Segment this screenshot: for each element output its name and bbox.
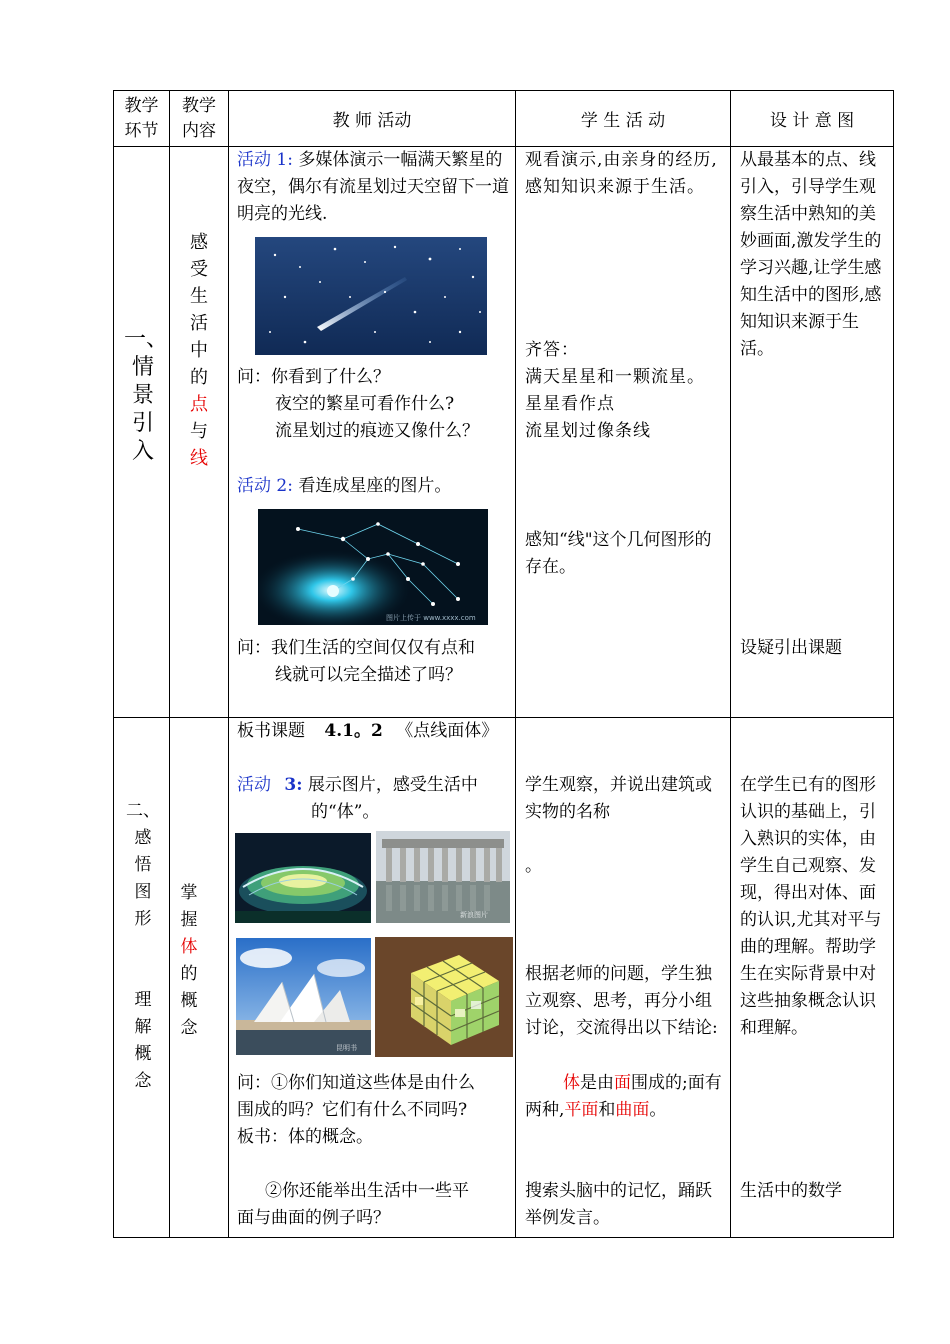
board-title-name: 《点线面体》 [396,721,499,741]
opera-house-image [236,938,371,1055]
section2-stage [126,798,160,1095]
stadium-graphic [235,833,371,923]
conclusion-text: 和 [598,1100,616,1120]
activity2-text [237,473,512,500]
section1-content-char: 的 [190,367,208,388]
section2-student-b-text: 根据老师的问题，学生独立观察、思考，再分小组讨论，交流得出以下结论: [525,964,718,1038]
activity3-number: 3: [284,775,303,795]
conclusion-text: 是由 [580,1073,614,1093]
activity3-text [237,772,512,826]
header-student-activity-text: 学 生 活 动 [580,111,666,131]
rubiks-cube-graphic [375,937,513,1057]
conclusion-text: 。 [649,1100,667,1120]
section1-content [184,229,214,472]
table-col-divider-1 [169,90,170,1238]
section1-design-a-text: 从最基本的点、线引入，引导学生观察生活中熟知的美妙画面,激发学生的学习兴趣,让学生感知生活中的图形,感知知识来源于生活。 [740,150,882,359]
header-design-intent-text: 设 计 意 图 [769,111,855,131]
section1-stage-char: 引 [131,411,154,436]
section1-content-char: 中 [190,340,208,361]
question3-line: 围成的吗？它们有什么不同吗? [237,1100,468,1120]
section1-student-b-line: 流星划过像条线 [525,421,651,441]
section2-stage-char: 概 [134,1044,152,1064]
conclusion-text: 围成的;面有两种, [525,1073,722,1120]
section2-design-b-text: 生活中的数学 [740,1181,842,1201]
section1-student-b-line: 齐答： [525,340,579,360]
header-teaching-stage [114,91,169,146]
section2-conclusion [525,1070,725,1124]
section1-content-char: 与 [190,421,208,442]
section1-content-char: 生 [190,286,208,307]
stadium-image [235,833,371,923]
table-border-bottom [113,1237,894,1238]
opera-house-graphic [236,938,371,1055]
section1-student-a-text: 观看演示,由亲身的经历,感知知识来源于生活。 [525,150,718,197]
section1-content-char: 活 [190,313,208,334]
section2-stage-char: 念 [134,1071,152,1091]
section2-content-char-solid: 体 [180,937,198,957]
conclusion-curved: 曲面 [615,1100,650,1120]
section1-student-a [525,147,727,201]
section2-content-char: 概 [180,991,198,1011]
section2-stage-char: 形 [134,909,152,929]
section2-content-char: 握 [180,910,198,930]
header-teaching-content [170,91,228,146]
section2-design-a [740,772,890,1042]
rubiks-cube-image [375,937,513,1057]
section2-student-a-text: 学生观察，并说出建筑或实物的名称 [525,775,712,822]
header-teaching-stage-text: 教学环节 [124,95,159,141]
header-teaching-content-text: 教学内容 [182,95,216,141]
section2-stage-char: 解 [134,1017,152,1037]
opera-house-caption: 昆明书 [336,1044,357,1052]
header-teacher-activity-text: 教 师 活动 [332,111,412,131]
section2-stage-char: 感 [134,828,152,848]
section1-content-char: 感 [190,232,208,253]
question4-line: ②你还能举出生活中一些平 [265,1181,469,1201]
question3-line: 板书：体的概念。 [237,1127,373,1147]
section2-content-char: 的 [180,964,198,984]
colonnade-image [376,831,510,923]
question1 [237,364,512,445]
question3-line: 问：①你们知道这些体是由什么 [237,1073,475,1093]
question1-line: 问：你看到了什么？ [237,367,390,387]
question2-line: 线就可以完全描述了吗？ [275,665,462,685]
section2-content-char: 念 [180,1018,198,1038]
constellation-graphic [258,509,488,625]
activity1-text [237,147,509,228]
section2-student-c-text: 搜索头脑中的记忆，踊跃举例发言。 [525,1181,712,1228]
table-col-divider-4 [730,90,731,1238]
question2 [237,635,512,689]
section2-student-b [525,961,725,1042]
question1-line: 流星划过的痕迹又像什么？ [275,421,479,441]
section2-stage-num: 二、 [126,801,160,821]
board-title-number: 4.1。2 [324,721,383,741]
question4-line: 面与曲面的例子吗？ [237,1208,390,1228]
section1-content-char: 受 [190,259,208,280]
section2-stage-char: 理 [134,990,152,1010]
table-border-right [893,90,894,1238]
starry-night-image [255,237,487,355]
section2-student-dot [525,853,555,880]
section2-content [174,880,204,1042]
starry-night-graphic [255,237,487,355]
conclusion-plane: 平面 [564,1100,599,1120]
constellation-caption: 图片上传于 www.xxxx.com [386,614,476,622]
section1-content-char-point: 点 [190,394,208,415]
section1-stage-num: 一、 [124,327,169,352]
activity1-label: 活动 1: [237,150,293,170]
section2-stage-char: 图 [134,882,152,902]
board-title-label: 板书课题 [237,721,305,741]
question2-line: 问：我们生活的空间仅仅有点和 [237,638,475,658]
section2-design-a-text: 在学生已有的图形认识的基础上，引入熟识的实体，由学生自己观察、发现，得出对体、面的认识,尤其对平与曲的理解。帮助学生在实际背景中对这些抽象概念认识和理解。 [740,775,882,1038]
section1-design-b-text: 设疑引出课题 [740,638,842,658]
header-student-activity [516,91,730,146]
section2-content-char: 掌 [180,883,198,903]
colonnade-graphic [376,831,510,923]
section1-student-c-text: 感知“线"这个几何图形的存在。 [525,530,712,577]
section2-student-dot-text: 。 [525,856,542,876]
section1-stage [124,326,169,466]
activity2-label: 活动 2: [237,476,293,496]
constellation-image [258,509,488,625]
section1-student-b [525,337,735,445]
section2-stage-char: 悟 [134,855,152,875]
activity3-description-cont: 的“体”。 [311,802,380,822]
section1-content-char-line: 线 [190,448,208,469]
section1-design-b [740,635,888,662]
header-design-intent [731,91,893,146]
section1-stage-char: 入 [131,439,154,464]
section2-stage-gap [126,933,160,987]
conclusion-solid: 体 [563,1073,580,1093]
section2-design-b [740,1178,890,1205]
section1-design-a [740,147,888,363]
activity2-description: 看连成星座的图片。 [298,476,452,496]
header-teacher-activity [229,91,515,146]
question1-line: 夜空的繁星可看作什么? [275,394,455,414]
section1-student-b-line: 满天星星和一颗流星。 [525,367,705,387]
question4 [237,1178,512,1232]
activity1-description: 多媒体演示一幅满天繁星的夜空，偶尔有流星划过天空留下一道明亮的光线. [237,150,509,224]
table-col-divider-2 [228,90,229,1238]
conclusion-face: 面 [614,1073,631,1093]
section1-student-c [525,527,727,581]
board-title [237,718,512,745]
section1-stage-char: 景 [131,383,154,408]
section2-student-a [525,772,725,826]
activity3-description: 展示图片，感受生活中 [307,775,478,795]
section1-stage-char: 情 [131,355,154,380]
section1-student-b-line: 星星看作点 [525,394,615,414]
table-col-divider-3 [515,90,516,1238]
question3 [237,1070,512,1151]
section2-student-c [525,1178,725,1232]
activity3-label: 活动 [237,775,271,795]
colonnade-caption: 新浪图片 [460,911,488,919]
table-border-left [113,90,114,1238]
